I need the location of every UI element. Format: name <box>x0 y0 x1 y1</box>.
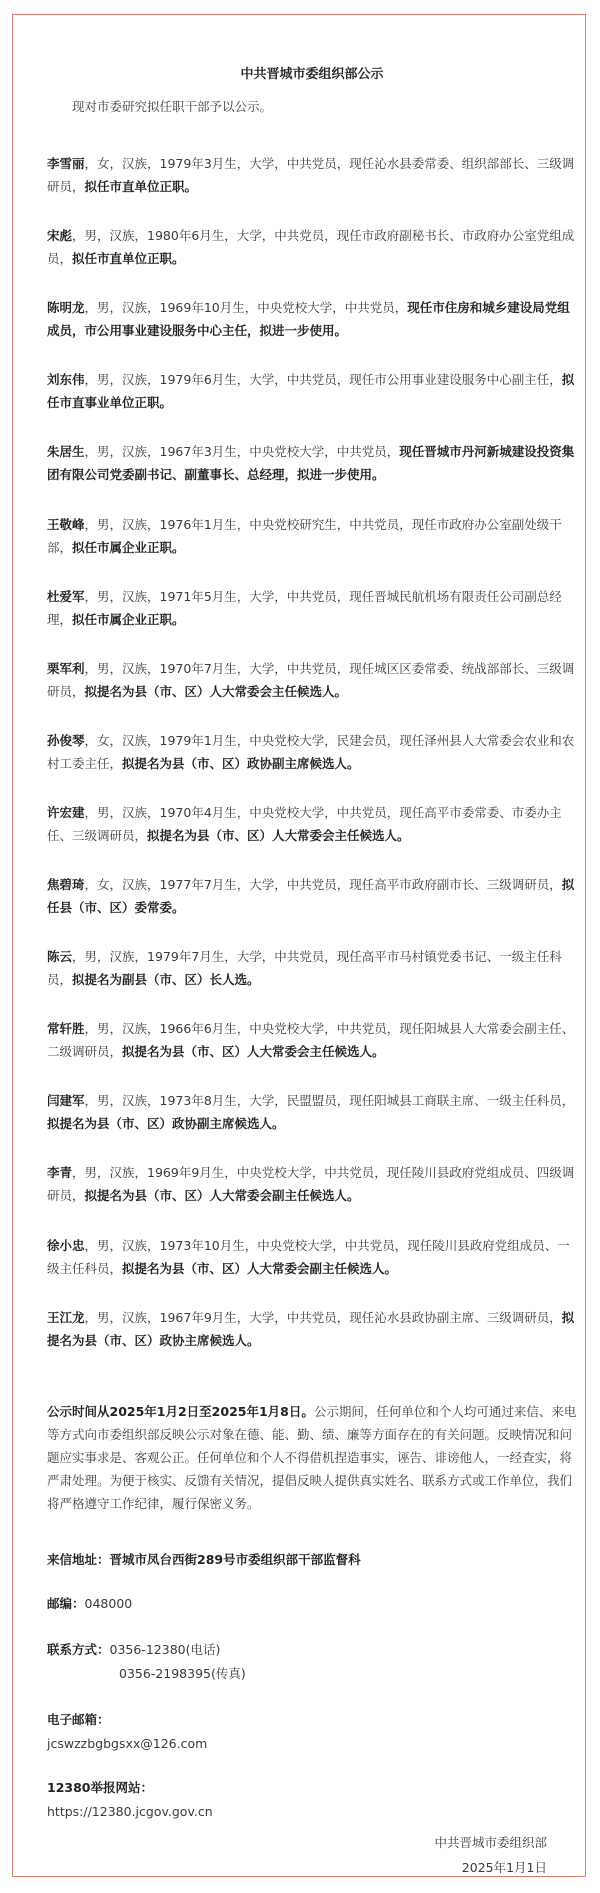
site-line[interactable] <box>47 1801 577 1823</box>
candidate-entry <box>47 585 579 631</box>
signature-date: 2025年1月1日 <box>461 1860 547 1875</box>
candidate-name: 闫建军 <box>47 1093 85 1109</box>
candidate-details: ，女，汉族，1979年1月生，中央党校大学，民建会员，现任泽州县人大常委会农业和农村工委主任， <box>47 732 575 771</box>
candidate-appointment: 拟任市直单位正职。 <box>84 179 198 194</box>
candidate-appointment: 拟任县（市、区）委常委。 <box>47 877 575 915</box>
candidate-name: 陈云 <box>47 949 73 965</box>
candidate-entry <box>47 440 579 486</box>
candidate-appointment: 现任市住房和城乡建设局党组成员，市公用事业建设服务中心主任，拟进一步使用。 <box>47 300 570 339</box>
candidate-name: 刘东伟 <box>47 372 85 388</box>
candidate-appointment: 拟提名为副县（市、区）长人选。 <box>72 972 260 988</box>
site-link[interactable]: https://12380.jcgov.gov.cn <box>47 1804 213 1819</box>
candidate-details: ，女，汉族，1979年3月生，大学，中共党员，现任沁水县委常委、组织部部长、三级调研员， <box>47 156 575 194</box>
postcode-label: 邮编： <box>47 1596 85 1611</box>
address-line <box>47 1549 577 1571</box>
notice-period: 公示时间从2025年1月2日至2025年1月8日。 <box>47 1404 314 1419</box>
phone-label: 联系方式： <box>47 1642 110 1657</box>
candidate-appointment: 拟提名为县（市、区）人大常委会副主任候选人。 <box>84 1188 360 1204</box>
notice-body: 公示期间，任何单位和个人均可通过来信、来电等方式向市委组织部反映公示对象在德、能、勤、绩、廉等方面存在的有关问题。反映情况和问题应实事求是、客观公正。任何单位和个人不得借机捏造事实，诬告、诽谤他人，一经查实，将严肃处理。为便于核实、反馈有关情况，提倡反映人提供真实姓名、联系方式或工作单位，我们将严格遵守工作纪律，履行保密义务。 <box>47 1404 577 1511</box>
email-value[interactable]: jcswzzbgbgsxx@126.com <box>47 1736 208 1751</box>
candidate-appointment: 拟任市属企业正职。 <box>72 539 185 555</box>
candidate-details: ，男，汉族，1976年1月生，中央党校研究生，中共党员，现任市政府办公室副处级干部， <box>47 516 562 555</box>
candidate-details: ，男，汉族，1973年10月生，中央党校大学，中共党员，现任陵川县政府党组成员、一级主任科员， <box>47 1237 570 1276</box>
candidate-appointment: 拟提名为县（市、区）政协副主席候选人。 <box>122 755 360 771</box>
address-value: 晋城市凤台西街289号市委组织部干部监督科 <box>109 1552 361 1567</box>
email-line[interactable] <box>47 1733 577 1755</box>
fax-line <box>119 1663 419 1685</box>
site-label-line <box>47 1777 577 1799</box>
phone-value: 0356-12380(电话) <box>109 1642 221 1657</box>
candidate-name: 常轩胜 <box>47 1021 85 1037</box>
candidate-appointment: 拟任市直事业单位正职。 <box>47 372 575 411</box>
notice-paragraph <box>47 1400 579 1515</box>
candidate-details: ，男，汉族，1979年7月生，大学，中共党员，现任高平市马村镇党委书记、一级主任科员， <box>47 949 562 988</box>
email-label: 电子邮箱： <box>47 1712 110 1727</box>
site-label: 12380举报网站： <box>47 1780 153 1795</box>
candidate-name: 栗军利 <box>47 660 85 676</box>
phone-line <box>47 1639 577 1661</box>
candidate-name: 徐小忠 <box>47 1237 85 1253</box>
candidate-details: ，男，汉族，1969年9月生，中央党校大学，中共党员，现任陵川县政府党组成员、四级调研员， <box>47 1165 575 1204</box>
candidate-entry <box>47 945 579 991</box>
candidate-appointment: 拟提名为县（市、区）人大常委会主任候选人。 <box>122 1044 385 1060</box>
candidate-appointment: 拟提名为县（市、区）政协主席候选人。 <box>47 1309 575 1348</box>
candidate-appointment: 拟任市属企业正职。 <box>72 611 185 627</box>
candidate-entry <box>47 513 579 559</box>
intro-paragraph: 现对市委研究拟任职干部予以公示。 <box>72 99 273 114</box>
candidate-details: ，男，汉族，1980年6月生，大学，中共党员，现任市政府副秘书长、市政府办公室党组成员， <box>47 228 575 267</box>
candidate-entry <box>47 1017 579 1063</box>
candidate-name: 朱居生 <box>47 444 85 460</box>
page-title: 中共晋城市委组织部公示 <box>240 67 384 82</box>
candidate-name: 孙俊琴 <box>47 732 85 748</box>
postcode-line <box>47 1593 577 1615</box>
document-frame <box>12 14 586 1877</box>
candidate-entry <box>47 224 579 270</box>
candidate-entry <box>47 1161 579 1207</box>
candidate-name: 焦碧琦 <box>47 877 85 892</box>
candidate-name: 许宏建 <box>47 804 85 820</box>
candidate-entry <box>47 1089 579 1135</box>
candidate-details: ，女，汉族，1977年7月生，大学，中共党员，现任高平市政府副市长、三级调研员， <box>84 877 562 892</box>
candidate-entry <box>47 657 579 703</box>
candidate-entry <box>47 729 579 775</box>
address-label: 来信地址： <box>47 1552 110 1567</box>
candidate-appointment: 拟提名为县（市、区）人大常委会副主任候选人。 <box>122 1260 398 1276</box>
signature-org: 中共晋城市委组织部 <box>434 1835 547 1850</box>
candidate-details: ，男，汉族，1973年8月生，大学，民盟盟员，现任阳城县工商联主席、一级主任科员， <box>84 1093 575 1109</box>
candidate-appointment: 拟提名为县（市、区）人大常委会主任候选人。 <box>147 827 410 843</box>
candidate-entry <box>47 1306 579 1352</box>
candidate-name: 杜爱军 <box>47 588 85 604</box>
candidate-details: ，男，汉族，1970年4月生，中央党校大学，中共党员，现任高平市委常委、市委办主任、三级调研员， <box>47 804 562 843</box>
candidate-details: ，男，汉族，1969年10月生，中央党校大学，中共党员， <box>84 300 408 316</box>
candidate-appointment: 拟提名为县（市、区）政协副主席候选人。 <box>47 1116 285 1132</box>
email-label-line <box>47 1709 577 1731</box>
candidate-name: 陈明龙 <box>47 300 85 316</box>
candidate-details: ，男，汉族，1970年7月生，大学，中共党员，现任城区区委常委、统战部部长、三级调研员， <box>47 660 575 699</box>
candidate-details: ，男，汉族，1967年3月生，中央党校大学，中共党员， <box>84 444 400 460</box>
candidate-appointment: 拟任市直单位正职。 <box>72 251 185 267</box>
candidate-appointment: 拟提名为县（市、区）人大常委会主任候选人。 <box>84 683 348 699</box>
candidate-name: 王敬峰 <box>47 516 85 532</box>
fax-value: 0356-2198395(传真) <box>119 1666 246 1681</box>
candidate-entry <box>47 1234 579 1280</box>
candidate-details: ，男，汉族，1967年9月生，大学，中共党员，现任沁水县政协副主席、三级调研员， <box>84 1309 562 1325</box>
candidate-details: ，男，汉族，1966年6月生，中央党校大学，中共党员，现任阳城县人大常委会副主任、二级调研员， <box>47 1021 575 1060</box>
postcode-value: 048000 <box>84 1596 133 1611</box>
candidate-appointment: 现任晋城市丹河新城建设投资集团有限公司党委副书记、副董事长、总经理，拟进一步使用。 <box>47 444 575 483</box>
candidate-entry <box>47 152 579 198</box>
candidate-entry <box>47 801 579 847</box>
candidate-details: ，男，汉族，1979年6月生，大学，中共党员，现任市公用事业建设服务中心副主任， <box>84 372 562 388</box>
candidate-entry <box>47 368 579 414</box>
candidate-name: 宋彪 <box>47 228 73 244</box>
candidate-name: 王江龙 <box>47 1309 85 1325</box>
candidate-entry <box>47 296 579 342</box>
candidate-details: ，男，汉族，1971年5月生，大学，中共党员，现任晋城民航机场有限责任公司副总经理， <box>47 588 562 627</box>
candidate-name: 李青 <box>47 1165 73 1181</box>
candidate-entry <box>47 873 579 919</box>
candidate-name: 李雪丽 <box>47 156 85 171</box>
